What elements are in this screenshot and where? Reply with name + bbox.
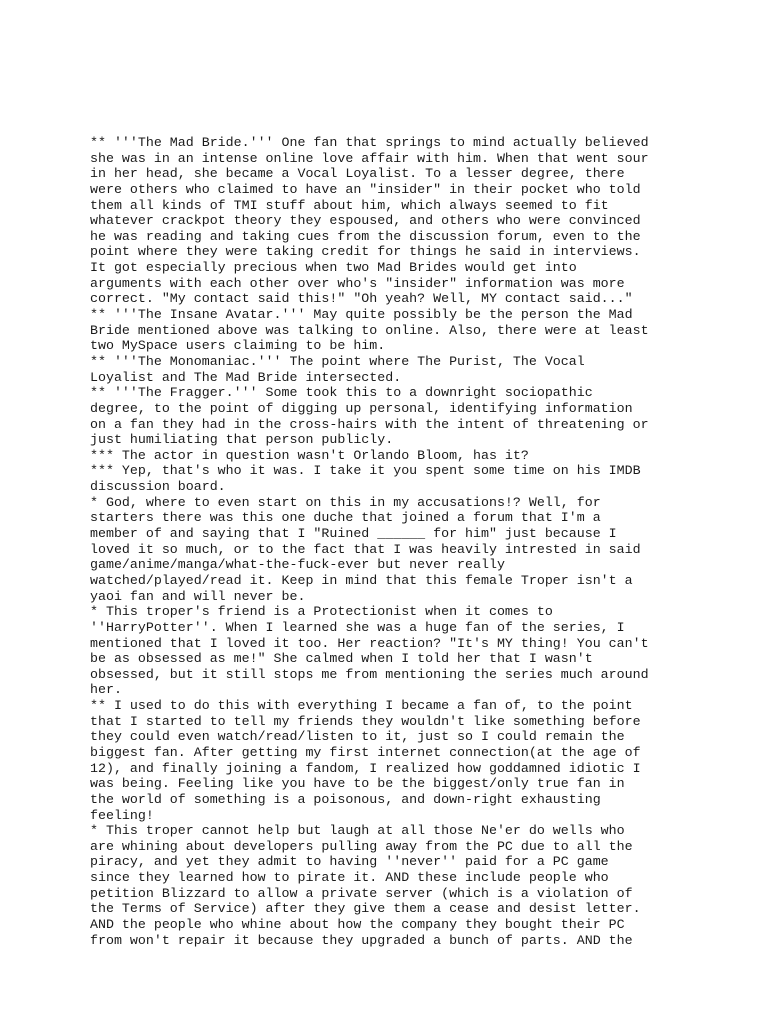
text-line: be as obsessed as me!" She calmed when I told her that I wasn't [90, 651, 593, 667]
text-line: watched/played/read it. Keep in mind that this female Troper isn't a [90, 572, 633, 588]
text-line: since they learned how to pirate it. AND these include people who [90, 870, 609, 886]
text-line: feeling! [90, 807, 154, 823]
text-line: ** '''The Monomaniac.''' The point where The Purist, The Vocal [90, 353, 585, 369]
text-line: biggest fan. After getting my first internet connection(at the age of [90, 744, 641, 760]
document-body-text [90, 135, 690, 948]
text-line: the Terms of Service) after they give them a cease and desist letter. [90, 901, 641, 917]
text-line: It got especially precious when two Mad Brides would get into [90, 260, 577, 276]
text-line: Loyalist and The Mad Bride intersected. [90, 369, 402, 385]
text-line: mentioned that I loved it too. Her reaction? "It's MY thing! You can't [90, 635, 649, 651]
text-line: piracy, and yet they admit to having ''never'' paid for a PC game [90, 854, 609, 870]
text-line: * This troper cannot help but laugh at all those Ne'er do wells who [90, 823, 625, 839]
text-line: starters there was this one duche that joined a forum that I'm a [90, 510, 601, 526]
text-line: that I started to tell my friends they wouldn't like something before [90, 713, 641, 729]
text-line: member of and saying that I "Ruined ______ for him" just because I [90, 526, 617, 542]
text-line: the world of something is a poisonous, and down-right exhausting [90, 791, 601, 807]
text-line: from won't repair it because they upgraded a bunch of parts. AND the [90, 932, 633, 948]
text-line: on a fan they had in the cross-hairs with the intent of threatening or [90, 416, 649, 432]
text-line: loved it so much, or to the fact that I was heavily intrested in said [90, 541, 641, 557]
text-line: degree, to the point of digging up personal, identifying information [90, 400, 633, 416]
text-line: two MySpace users claiming to be him. [90, 338, 386, 354]
text-line: Bride mentioned above was talking to online. Also, there were at least [90, 322, 649, 338]
text-line: were others who claimed to have an "insider" in their pocket who told [90, 181, 641, 197]
text-line: correct. "My contact said this!" "Oh yeah? Well, MY contact said..." [90, 291, 633, 307]
text-line: ** '''The Insane Avatar.''' May quite possibly be the person the Mad [90, 307, 633, 323]
text-line: 12), and finally joining a fandom, I realized how goddamned idiotic I [90, 760, 641, 776]
text-line: in her head, she became a Vocal Loyalist. To a lesser degree, there [90, 166, 625, 182]
text-line: they could even watch/read/listen to it, just so I could remain the [90, 729, 625, 745]
text-line: obsessed, but it still stops me from mentioning the series much around [90, 666, 649, 682]
text-line: petition Blizzard to allow a private server (which is a violation of [90, 885, 633, 901]
text-line: game/anime/manga/what-the-fuck-ever but never really [90, 557, 505, 573]
text-line: ''HarryPotter''. When I learned she was a huge fan of the series, I [90, 619, 625, 635]
text-line: * This troper's friend is a Protectionist when it comes to [90, 604, 553, 620]
text-line: them all kinds of TMI stuff about him, which always seemed to fit [90, 197, 609, 213]
text-line: her. [90, 682, 122, 698]
text-line: *** The actor in question wasn't Orlando Bloom, has it? [90, 447, 529, 463]
text-line: ** I used to do this with everything I became a fan of, to the point [90, 698, 633, 714]
text-line: yaoi fan and will never be. [90, 588, 306, 604]
text-line: was being. Feeling like you have to be the biggest/only true fan in [90, 776, 625, 792]
text-line: ** '''The Mad Bride.''' One fan that springs to mind actually believed [90, 135, 649, 150]
text-line: ** '''The Fragger.''' Some took this to a downright sociopathic [90, 385, 593, 401]
text-line: arguments with each other over who's "insider" information was more [90, 275, 625, 291]
text-line: just humiliating that person publicly. [90, 432, 394, 448]
text-line: AND the people who whine about how the company they bought their PC [90, 917, 625, 933]
text-line: *** Yep, that's who it was. I take it you spent some time on his IMDB [90, 463, 641, 479]
text-line: are whining about developers pulling away from the PC due to all the [90, 838, 633, 854]
text-line: whatever crackpot theory they espoused, and others who were convinced [90, 213, 641, 229]
text-line: discussion board. [90, 479, 226, 495]
text-line: he was reading and taking cues from the discussion forum, even to the [90, 228, 641, 244]
text-line: point where they were taking credit for things he said in interviews. [90, 244, 641, 260]
text-line: she was in an intense online love affair with him. When that went sour [90, 150, 649, 166]
text-line: * God, where to even start on this in my accusations!? Well, for [90, 494, 601, 510]
